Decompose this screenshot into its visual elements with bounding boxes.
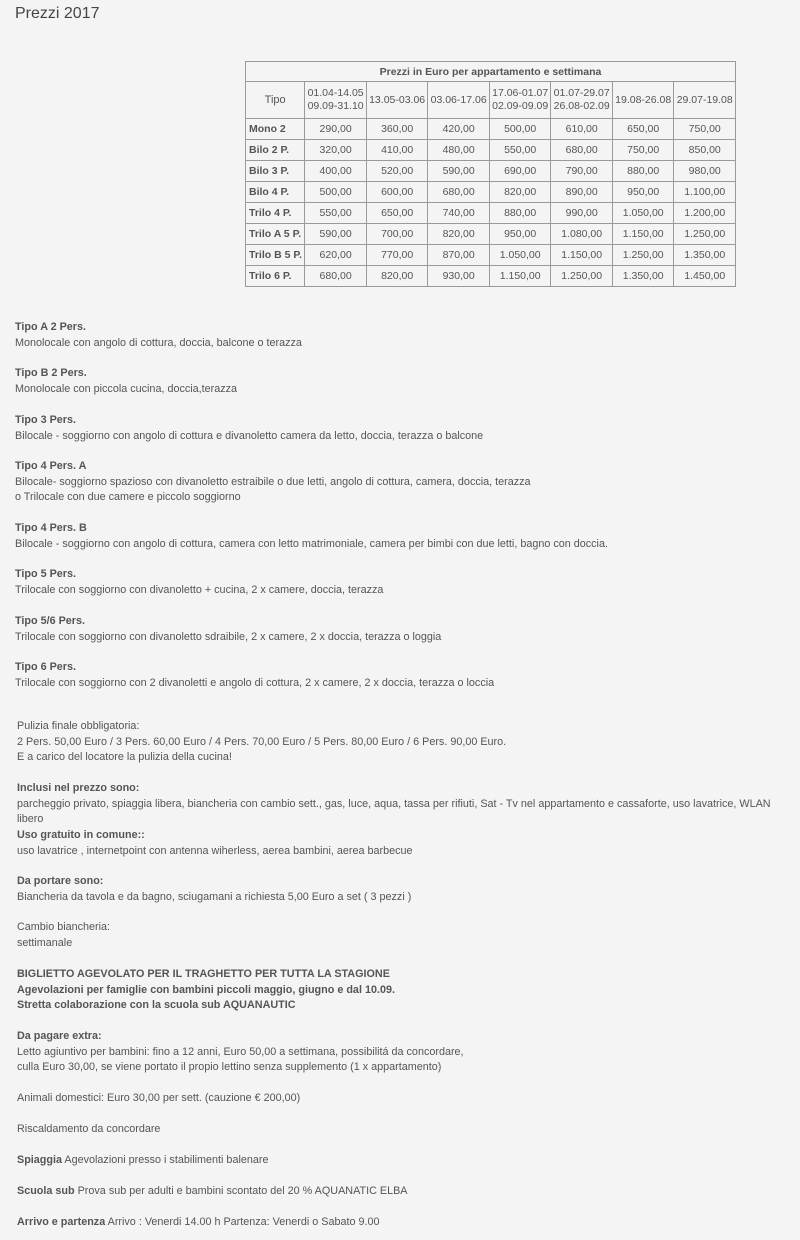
table-row [246,203,736,224]
table-row [246,140,736,161]
price-cell: 770,00 [366,245,428,266]
type-title: Tipo 6 Pers. [15,661,77,673]
price-cell: 360,00 [366,119,428,140]
price-cell: 890,00 [551,182,613,203]
price-cell: 520,00 [366,161,428,182]
family-line: Agevolazioni per famiglie con bambini piccoli maggio, giugno e dal 10.09. [17,983,395,996]
price-cell: 1.200,00 [674,203,736,224]
type-title: Tipo 3 Pers. [15,414,77,426]
portare-block [17,874,797,905]
price-cell: 500,00 [305,182,367,203]
type-4a [15,459,795,506]
price-cell: 1.250,00 [612,245,674,266]
price-cell: 680,00 [551,140,613,161]
period-header: 01.07-29.07 26.08-02.09 [551,82,613,119]
ferry-line: BIGLIETTO AGEVOLATO PER IL TRAGHETTO PER TUTTA LA STAGIONE [17,968,390,980]
type-description: Bilocale - soggiorno con angolo di cottura, camera con letto matrimoniale, camera per bimbi con due letti, bagno con doccia. [15,537,608,550]
price-cell: 1.350,00 [674,245,736,266]
type-b2 [15,366,795,397]
spiaggia-text: Agevolazioni presso i stabilimenti balenare [62,1154,269,1166]
pulizia-block [17,719,797,766]
price-cell: 700,00 [366,224,428,245]
type-description: Monolocale con angolo di cottura, doccia, balcone o terazza [15,336,302,349]
type-description: Trilocale con soggiorno con divanoletto sdraibile, 2 x camere, 2 x doccia, terazza o loggia [15,630,442,643]
price-cell: 590,00 [428,161,490,182]
price-cell: 1.050,00 [612,203,674,224]
type-description: o Trilocale con due camere e piccolo soggiorno [15,491,241,503]
arrivo-text: Arrivo : Venerdi 14.00 h Partenza: Venerdi o Sabato 9.00 [105,1216,380,1228]
animali-block [17,1091,797,1107]
price-cell: 1.250,00 [674,224,736,245]
price-cell: 650,00 [366,203,428,224]
spiaggia-block [17,1153,797,1169]
type-description: Bilocale- soggiorno spazioso con divanoletto estraibile o due letti, angolo di cottura, camera, doccia, terazza [15,475,531,488]
price-cell: 1.350,00 [612,266,674,287]
tipo-header: Tipo [246,82,305,119]
period-header: 29.07-19.08 [674,82,736,119]
row-label: Trilo 4 P. [246,203,305,224]
uso-title: Uso gratuito in comune:: [17,829,145,841]
pulizia-note: E a carico del locatore la pulizia della cucina! [17,751,232,763]
type-title: Tipo 5 Pers. [15,568,77,580]
price-cell: 980,00 [674,161,736,182]
type-description: Trilocale con soggiorno con divanoletto + cucina, 2 x camere, doccia, terazza [15,583,384,596]
extra-line: culla Euro 30,00, se viene portato il propio lettino senza supplemento (1 x appartamento) [17,1061,442,1073]
type-title: Tipo 4 Pers. A [15,460,87,472]
price-cell: 880,00 [612,161,674,182]
type-3 [15,413,795,444]
price-cell: 500,00 [489,119,551,140]
price-cell: 950,00 [489,224,551,245]
uso-text: uso lavatrice , internetpoint con antenna wiherless, aerea bambini, aerea barbecue [17,844,413,857]
price-cell: 550,00 [305,203,367,224]
period-header-row [246,82,736,119]
cambio-block [17,920,797,951]
period-header: 19.08-26.08 [612,82,674,119]
price-cell: 790,00 [551,161,613,182]
riscaldamento-block [17,1122,797,1138]
price-cell: 680,00 [428,182,490,203]
price-cell: 820,00 [366,266,428,287]
ferry-block [17,967,797,1014]
price-cell: 320,00 [305,140,367,161]
type-4b [15,521,795,552]
pulizia-title: Pulizia finale obbligatoria: [17,720,140,732]
price-cell: 1.080,00 [551,224,613,245]
type-5 [15,567,795,598]
uso-block [17,828,797,859]
pulizia-prices: 2 Pers. 50,00 Euro / 3 Pers. 60,00 Euro / 4 Pers. 70,00 Euro / 5 Pers. 80,00 Euro / 6 Pers. 90,00 Euro. [17,735,507,748]
extra-block [17,1029,797,1076]
price-cell: 600,00 [366,182,428,203]
table-row [246,161,736,182]
row-label: Trilo 6 P. [246,266,305,287]
price-cell: 850,00 [674,140,736,161]
table-row [246,224,736,245]
scuola-block [17,1184,797,1200]
price-cell: 590,00 [305,224,367,245]
cambio-title: Cambio biancheria: [17,921,111,933]
period-header: 01.04-14.05 09.09-31.10 [305,82,367,119]
price-cell: 820,00 [489,182,551,203]
price-cell: 690,00 [489,161,551,182]
cambio-text: settimanale [17,936,73,949]
type-description: Bilocale - soggiorno con angolo di cottura e divanoletto camera da letto, doccia, terazza o balcone [15,429,484,442]
scuola-label: Scuola sub [17,1185,75,1197]
type-title: Tipo B 2 Pers. [15,367,87,379]
price-cell: 880,00 [489,203,551,224]
price-cell: 290,00 [305,119,367,140]
row-label: Bilo 2 P. [246,140,305,161]
price-cell: 1.250,00 [551,266,613,287]
type-title: Tipo 5/6 Pers. [15,615,86,627]
type-5-6 [15,614,795,645]
extra-line: Letto agiuntivo per bambini: fino a 12 anni, Euro 50,00 a settimana, possibilitá da concordare, [17,1045,464,1058]
arrivo-label: Arrivo e partenza [17,1216,106,1228]
price-cell: 1.050,00 [489,245,551,266]
price-cell: 1.150,00 [551,245,613,266]
table-caption: Prezzi in Euro per appartamento e settimana [246,62,736,82]
price-cell: 620,00 [305,245,367,266]
type-title: Tipo 4 Pers. B [15,522,87,534]
inclusi-block [17,781,797,828]
portare-title: Da portare sono: [17,875,104,887]
table-row [246,182,736,203]
row-label: Bilo 4 P. [246,182,305,203]
inclusi-text: parcheggio privato, spiaggia libera, biancheria con cambio sett., gas, luce, aqua, tassa per rifiuti, Sat - Tv nel appartamento e cassaforte, uso lavatrice, WLAN libero [17,797,771,825]
period-header: 03.06-17.06 [428,82,490,119]
price-cell: 750,00 [674,119,736,140]
period-header: 17.06-01.07 02.09-09.09 [489,82,551,119]
extra-title: Da pagare extra: [17,1030,102,1042]
scuola-text: Prova sub per adulti e bambini scontato del 20 % AQUANATIC ELBA [74,1185,408,1197]
price-cell: 950,00 [612,182,674,203]
aquanautic-line: Stretta colaborazione con la scuola sub AQUANAUTIC [17,999,296,1011]
table-row [246,119,736,140]
spiaggia-label: Spiaggia [17,1154,62,1166]
price-cell: 990,00 [551,203,613,224]
price-cell: 650,00 [612,119,674,140]
price-table [245,61,736,287]
price-cell: 1.150,00 [489,266,551,287]
price-cell: 610,00 [551,119,613,140]
arrivo-block [17,1215,797,1231]
price-cell: 480,00 [428,140,490,161]
price-cell: 1.100,00 [674,182,736,203]
price-cell: 750,00 [612,140,674,161]
row-label: Trilo A 5 P. [246,224,305,245]
price-cell: 740,00 [428,203,490,224]
type-description: Trilocale con soggiorno con 2 divanoletti e angolo di cottura, 2 x camere, 2 x doccia, terazza o loccia [15,676,495,689]
price-cell: 1.150,00 [612,224,674,245]
type-title: Tipo A 2 Pers. [15,321,87,333]
page-title: Prezzi 2017 [15,5,100,22]
type-6 [15,660,795,691]
type-description: Monolocale con piccola cucina, doccia,terazza [15,382,238,395]
price-cell: 820,00 [428,224,490,245]
period-header: 13.05-03.06 [366,82,428,119]
row-label: Trilo B 5 P. [246,245,305,266]
price-cell: 550,00 [489,140,551,161]
price-cell: 1.450,00 [674,266,736,287]
table-row [246,266,736,287]
riscaldamento-text: Riscaldamento da concordare [17,1123,161,1135]
animali-text: Animali domestici: Euro 30,00 per sett. (cauzione € 200,00) [17,1092,301,1104]
table-row [246,245,736,266]
price-cell: 420,00 [428,119,490,140]
portare-text: Biancheria da tavola e da bagno, sciugamani a richiesta 5,00 Euro a set ( 3 pezzi ) [17,890,412,903]
price-cell: 930,00 [428,266,490,287]
row-label: Mono 2 [246,119,305,140]
price-cell: 400,00 [305,161,367,182]
price-cell: 680,00 [305,266,367,287]
inclusi-title: Inclusi nel prezzo sono: [17,782,140,794]
row-label: Bilo 3 P. [246,161,305,182]
type-a2 [15,320,795,351]
price-cell: 870,00 [428,245,490,266]
price-cell: 410,00 [366,140,428,161]
